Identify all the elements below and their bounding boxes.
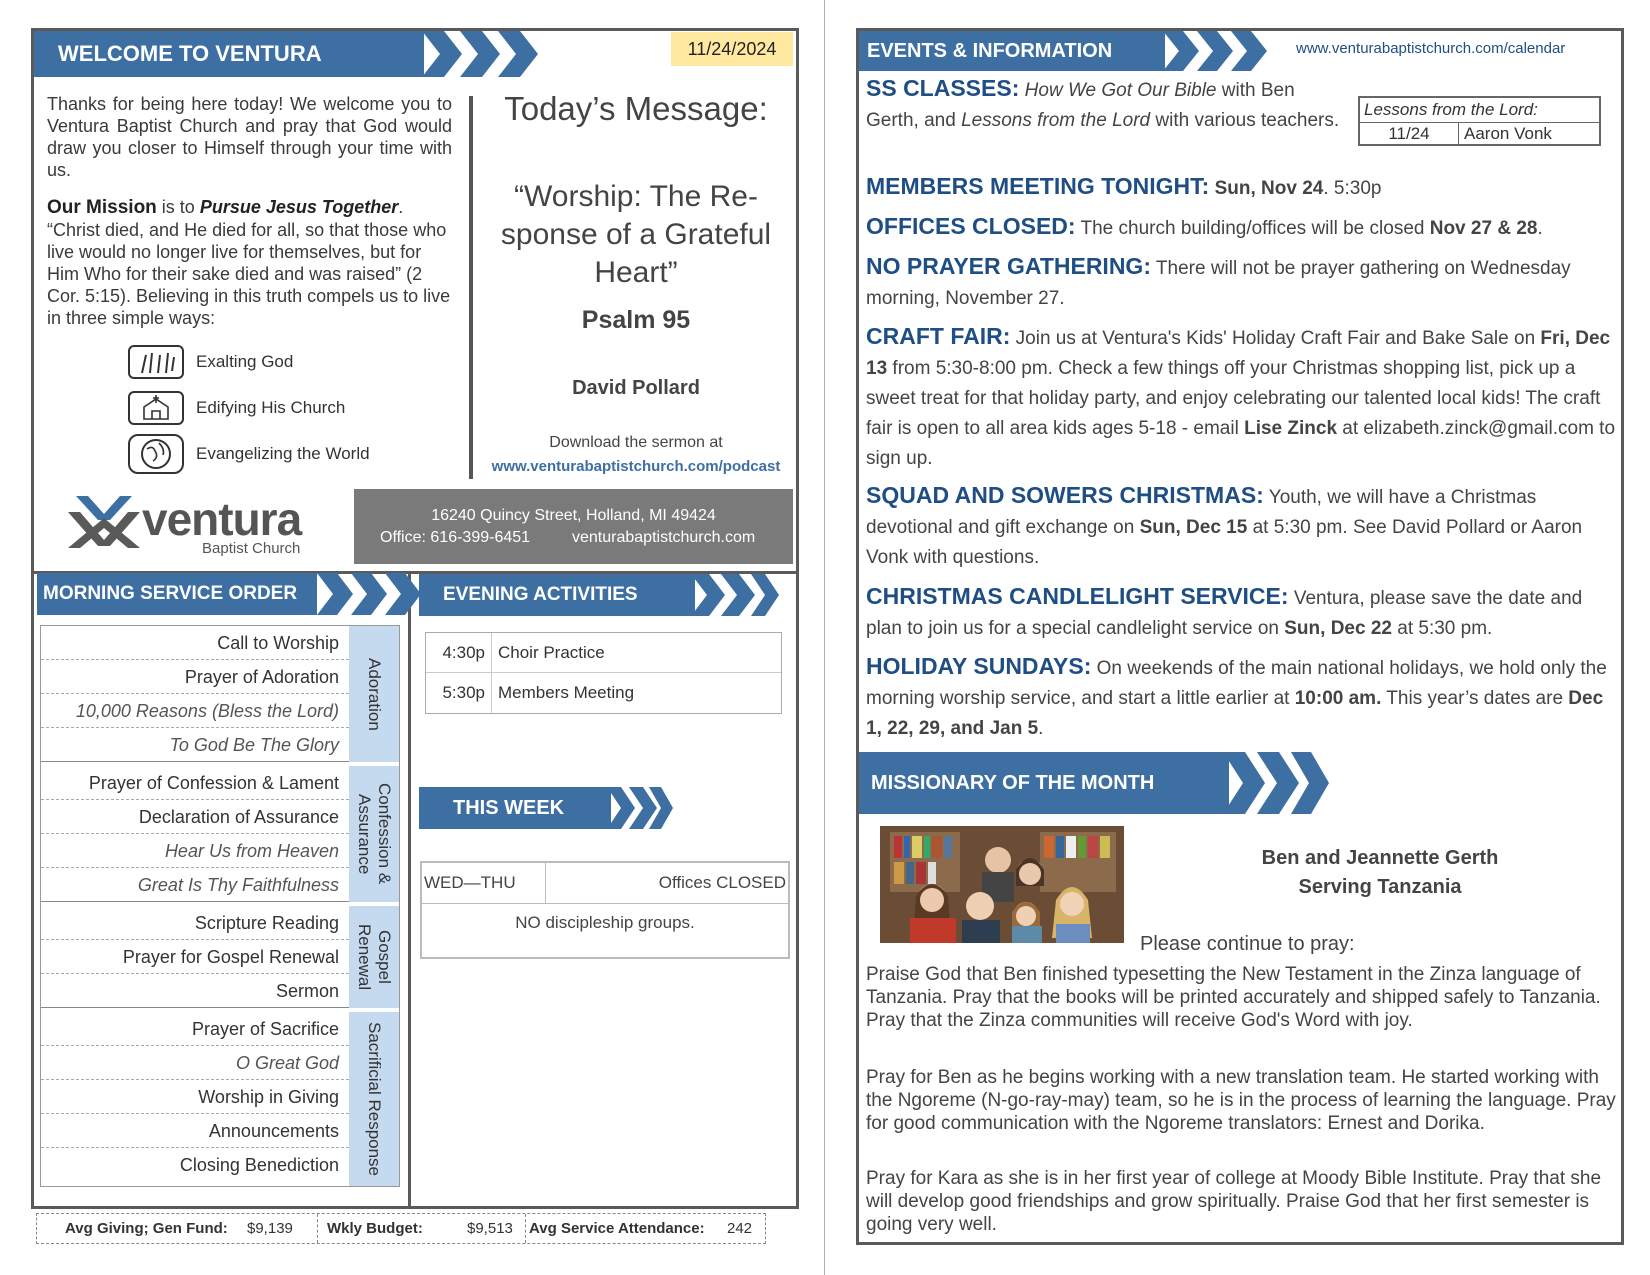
event-date: Sun, Dec 15 (1139, 517, 1248, 538)
event-heading: MEMBERS MEETING TONIGHT: (866, 173, 1210, 199)
event-text: at 5:30 pm. See David Pollard or Aaron Vonk with questions. (866, 517, 1583, 568)
ventura-logo (64, 490, 324, 564)
giving-value: $9,139 (247, 1220, 293, 1237)
event-text: at elizabeth.zinck@gmail.com to sign up. (866, 418, 1616, 469)
message-speaker: David Pollard (572, 377, 700, 399)
evening-table (425, 632, 782, 714)
ss-class-1b: Bible (1174, 80, 1217, 101)
mission-is: is to (156, 197, 200, 217)
week-text: Offices CLOSED (658, 873, 786, 892)
service-item: Prayer for Gospel Renewal (41, 940, 349, 974)
week-row (422, 863, 788, 904)
evening-time: 5:30p (426, 673, 492, 713)
prayer-request-3: Pray for Kara as she is in her first year of college at Moody Bible Institute. Pray that she will develop good friendships and grow spiritually. Praise God that her first semester is going very well. (866, 1168, 1602, 1235)
prayer-request-2: Pray for Ben as he begins working with a new translation team. He started working with the Ngoreme (N-go-ray-may) team, so he is in the process of learning the language. Pray for good communication with the Ngoreme translators: Ernest and Dorika. (866, 1067, 1616, 1134)
side-label-sacrificial (349, 1012, 399, 1186)
message-heading: Today’s Message: (504, 90, 768, 127)
event-text: There will not be prayer gathering on Wednesday morning, November 27. (866, 258, 1571, 309)
lessons-header: Lessons from the Lord: (1364, 100, 1538, 119)
service-group-adoration (41, 626, 349, 762)
event-heading: SS CLASSES: (866, 75, 1020, 101)
lessons-teacher: Aaron Vonk (1464, 124, 1552, 143)
welcome-banner-title: WELCOME TO VENTURA (34, 31, 424, 77)
way-evangelizing (128, 432, 370, 476)
event-time: 10:00 am. (1294, 688, 1382, 709)
missionary-names: Ben and Jeannette Gerth (1261, 847, 1499, 869)
event-heading: HOLIDAY SUNDAYS: (866, 653, 1092, 679)
logo-name: ventura (142, 493, 302, 545)
event-heading: CHRISTMAS CANDLELIGHT SERVICE: (866, 583, 1289, 609)
globe-icon (128, 434, 184, 474)
contact-office: Office: 616-399-6451 (380, 529, 531, 546)
mission-rest: . “Christ died, and He died for all, so that those who live would no longer live for themselves, but for Him Who for their sake died and was raised” (2 Cor. 5:15). Believing in this truth compels us to live in three simple ways: (47, 197, 451, 328)
service-order-table (40, 625, 400, 1187)
event-text: The church building/offices will be closed (1080, 218, 1430, 239)
events-banner-title: EVENTS & INFORMATION (859, 31, 1165, 71)
service-item: Scripture Reading (41, 906, 349, 940)
mission-label: Our Mission (47, 197, 157, 218)
message-title: “Worship: The Re-sponse of a Grateful Heart” (500, 180, 772, 289)
event-dates: Dec 1, 22, 29, and Jan 5 (866, 688, 1604, 739)
week-banner-title: THIS WEEK (419, 787, 611, 829)
side-label-text: Confession & Assurance (355, 783, 394, 885)
mission-phrase: Pursue Jesus Together (199, 197, 399, 217)
event-text: from 5:30-8:00 pm. Check a few things off your Christmas shopping list, pick up a sweet treat for that holiday party, and enjoy celebrating our talented local kids! The craft fair is open to all area kids ages 5-18 - email (866, 358, 1601, 439)
event-text: . 5:30p (1323, 178, 1382, 199)
stat-giving (37, 1214, 318, 1243)
evening-row (426, 673, 781, 713)
pray-intro: Please continue to pray: (1140, 933, 1355, 955)
side-label-confession (349, 766, 399, 902)
family-photo-icon (880, 826, 1124, 943)
lessons-date: 11/24 (1388, 124, 1430, 143)
way-exalting (128, 340, 370, 384)
ss-class-2: Lessons from the Lord (961, 110, 1151, 131)
evening-row (426, 633, 781, 673)
side-label-adoration (349, 626, 399, 762)
chevrons-icon (607, 787, 677, 829)
events-banner (859, 31, 1279, 71)
chevrons-icon (691, 574, 781, 616)
evening-name: Choir Practice (498, 642, 605, 662)
event-heading: SQUAD AND SOWERS CHRISTMAS: (866, 482, 1264, 508)
event-text: Ventura, please save the date and plan to join us for a special candlelight service on (866, 588, 1583, 639)
chevrons-icon (317, 573, 427, 615)
ss-class-1: How We Got Our (1024, 80, 1169, 101)
week-table (420, 861, 790, 959)
ss-text-end: with various teachers. (1150, 110, 1340, 131)
service-song: To God Be The Glory (41, 728, 349, 762)
logo-mark-icon (64, 490, 144, 564)
hands-raised-icon (128, 345, 184, 379)
contact-box (354, 489, 793, 564)
attendance-label: Avg Service Attendance: (529, 1220, 705, 1237)
event-date: Nov 27 & 28 (1429, 218, 1538, 239)
event-offices-closed (866, 211, 1616, 244)
service-banner-title: MORNING SERVICE ORDER (37, 573, 317, 615)
way-edifying (128, 386, 370, 430)
event-text: On weekends of the main national holidays, we hold only the morning worship service, and start a little earlier at (866, 658, 1607, 709)
evening-time: 4:30p (426, 633, 492, 672)
message-scripture: Psalm 95 (581, 306, 691, 334)
event-members-meeting (866, 171, 1616, 204)
fold-line (824, 0, 825, 1275)
evening-banner (419, 574, 779, 616)
event-text: Join us at Ventura's Kids' Holiday Craft Fair and Bake Sale on (1015, 328, 1541, 349)
week-banner (419, 787, 669, 829)
mission-ways (128, 340, 370, 476)
chevrons-icon (1223, 752, 1333, 814)
podcast-link[interactable]: www.venturabaptistchurch.com/podcast (491, 458, 781, 475)
event-heading: CRAFT FAIR: (866, 323, 1011, 349)
missionary-banner (859, 752, 1329, 814)
side-label-text: Gospel Renewal (355, 923, 394, 991)
service-item: Announcements (41, 1114, 349, 1148)
event-ss-classes (866, 73, 1344, 136)
service-item: Worship in Giving (41, 1080, 349, 1114)
service-item: Closing Benediction (179, 1155, 339, 1175)
service-group-confession (41, 766, 349, 902)
service-song: Hear Us from Heaven (41, 834, 349, 868)
date-badge: 11/24/2024 (671, 32, 793, 66)
way-label: Exalting God (196, 352, 294, 371)
event-holiday-sundays (866, 651, 1616, 744)
budget-value: $9,513 (467, 1220, 513, 1237)
stats-bar (36, 1213, 766, 1244)
side-label-text: Sacrificial Response (365, 1021, 384, 1176)
ss-text: with Ben Gerth, and (866, 80, 1295, 131)
service-item: Sermon (41, 974, 349, 1008)
event-text-end: . (1038, 718, 1044, 739)
service-item: Declaration of Assurance (41, 800, 349, 834)
event-heading: OFFICES CLOSED: (866, 213, 1076, 239)
way-label: Evangelizing the World (196, 444, 370, 463)
service-song: 10,000 Reasons (Bless the Lord) (41, 694, 349, 728)
service-item: Call to Worship (41, 626, 349, 660)
budget-label: Wkly Budget: (327, 1220, 423, 1237)
lessons-table (1358, 96, 1601, 146)
service-item: Prayer of Sacrifice (41, 1012, 349, 1046)
event-contact: Lise Zinck (1244, 418, 1338, 439)
welcome-intro: Thanks for being here today! We welcome you to Ventura Baptist Church and pray that God would draw you closer to Himself through your time with us. (47, 94, 452, 180)
stat-budget (321, 1214, 526, 1243)
attendance-value: 242 (727, 1220, 753, 1237)
event-candlelight (866, 581, 1616, 644)
church-icon (128, 391, 184, 425)
event-no-prayer (866, 251, 1616, 314)
prayer-request-1: Praise God that Ben finished typesetting the New Testament in the Zinza language of Tanzania. Pray that the books will be printed accurately and shipped safely to Tanzania. Pray that the Zinza communities will receive God's Word with joy. (866, 964, 1601, 1031)
download-text: Download the sermon at (549, 434, 723, 451)
missionary-family-photo (880, 826, 1124, 943)
service-item: Prayer of Adoration (41, 660, 349, 694)
event-text-end: . (1537, 218, 1543, 239)
side-label-gospel (349, 906, 399, 1008)
welcome-banner (34, 31, 534, 77)
missionary-serving: Serving Tanzania (1298, 876, 1462, 898)
logo-sub: Baptist Church (202, 540, 301, 557)
week-note: NO discipleship groups. (515, 913, 695, 932)
event-date: Fri, Dec 13 (866, 328, 1611, 379)
chevrons-icon (422, 31, 562, 77)
evening-name: Members Meeting (498, 683, 635, 702)
missionary-banner-title: MISSIONARY OF THE MONTH (859, 752, 1229, 814)
event-text: This year’s dates are (1381, 688, 1569, 709)
service-banner (37, 573, 407, 615)
event-craft-fair (866, 321, 1616, 474)
contact-address: 16240 Quincy Street, Holland, MI 49424 (431, 507, 716, 524)
service-divider (408, 571, 411, 1209)
event-squad-sowers (866, 480, 1616, 573)
event-date: Sun, Nov 24 (1214, 178, 1324, 199)
event-text: at 5:30 pm. (1391, 618, 1493, 639)
service-group-sacrificial (41, 1012, 349, 1182)
calendar-link[interactable]: www.venturabaptistchurch.com/calendar (1296, 40, 1566, 57)
service-item: Prayer of Confession & Lament (41, 766, 349, 800)
event-text: Youth, we will have a Christmas devotional and gift exchange on (866, 487, 1537, 538)
stat-attendance (529, 1214, 765, 1243)
service-group-gospel (41, 906, 349, 1008)
evening-banner-title: EVENING ACTIVITIES (419, 574, 695, 616)
side-label-text: Adoration (365, 657, 384, 731)
service-song: O Great God (41, 1046, 349, 1080)
week-day: WED—THU (422, 863, 546, 903)
message-divider (469, 96, 473, 479)
event-heading: NO PRAYER GATHERING: (866, 253, 1151, 279)
giving-label: Avg Giving; Gen Fund: (65, 1220, 228, 1237)
way-label: Edifying His Church (196, 398, 346, 417)
event-date: Sun, Dec 22 (1284, 618, 1392, 639)
chevrons-icon (1163, 31, 1283, 71)
contact-site[interactable]: venturabaptistchurch.com (572, 529, 756, 546)
service-song: Great Is Thy Faithfulness (41, 868, 349, 902)
mission-text (47, 196, 452, 329)
